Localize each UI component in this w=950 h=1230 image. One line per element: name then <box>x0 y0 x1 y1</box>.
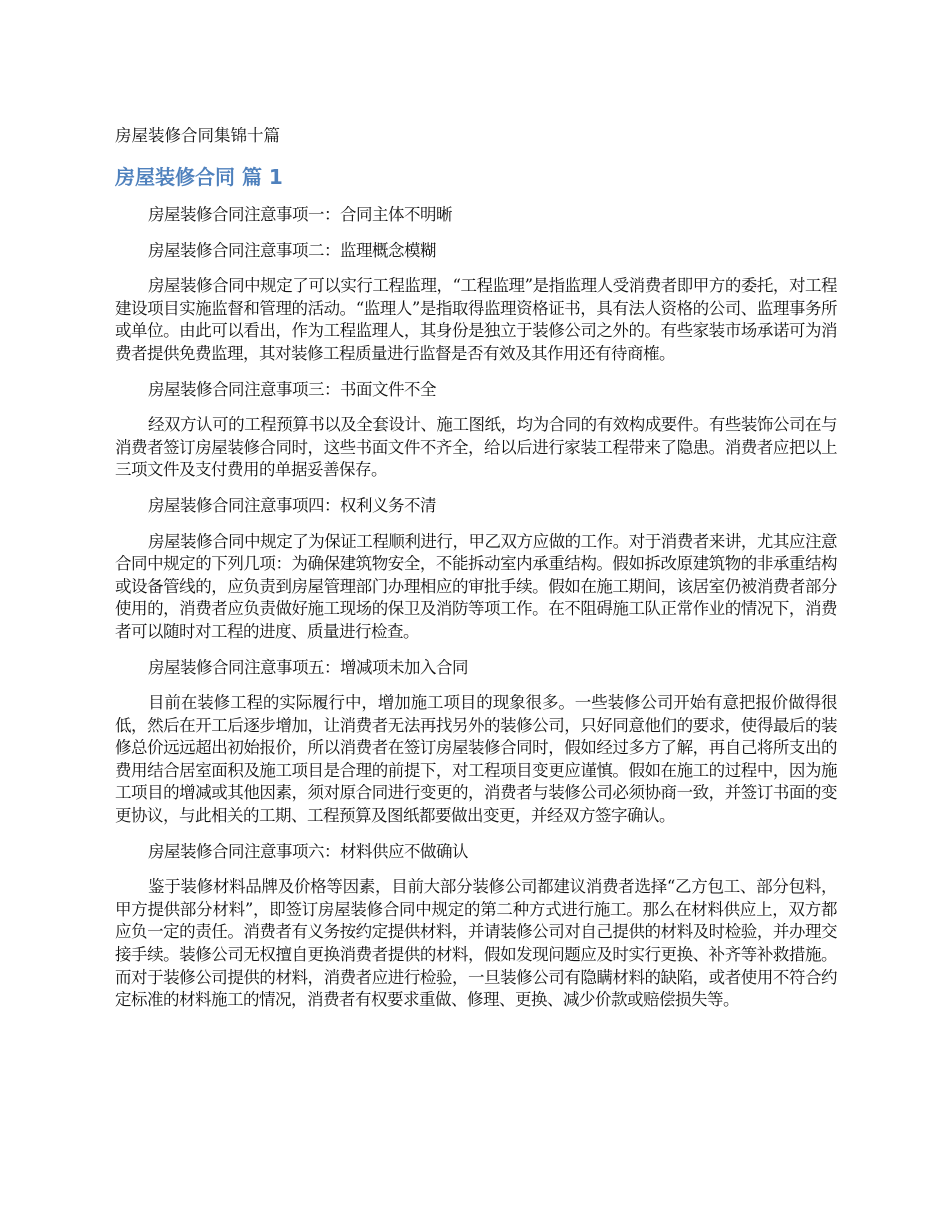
paragraph-3: 房屋装修合同中规定了可以实行工程监理，“工程监理”是指监理人受消费者即甲方的委托，对工程建设项目实施监督和管理的活动。“监理人”是指取得监理资格证书，具有法人资格的公司、监理事务所或单位。由此可以看出，作为工程监理人，其身份是独立于装修公司之外的。有些家装市场承诺可为消费者提供免费监理，其对装修工程质量进行监督是否有效及其作用还有待商榷。 <box>115 276 837 363</box>
section-heading: 房屋装修合同 篇 1 <box>115 165 283 189</box>
paragraph-9: 目前在装修工程的实际履行中，增加施工项目的现象很多。一些装修公司开始有意把报价做得很低，然后在开工后逐步增加，让消费者无法再找另外的装修公司，只好同意他们的要求，使得最后的装修总价远远超出初始报价，所以消费者在签订房屋装修合同时，假如经过多方了解，再自己将所支出的费用结合居室面积及施工项目是合理的前提下，对工程项目变更应谨慎。假如在施工的过程中，因为施工项目的增减或其他因素，须对原合同进行变更的，消费者与装修公司必须协商一致，并签订书面的变更协议，与此相关的工期、工程预算及图纸都要做出变更，并经双方签字确认。 <box>115 693 837 826</box>
paragraph-4: 房屋装修合同注意事项三：书面文件不全 <box>148 379 436 399</box>
paragraph-5: 经双方认可的工程预算书以及全套设计、施工图纸，均为合同的有效构成要件。有些装饰公司在与消费者签订房屋装修合同时，这些书面文件不齐全，给以后进行家装工程带来了隐患。消费者应把以上三项文件及支付费用的单据妥善保存。 <box>115 415 837 480</box>
paragraph-7: 房屋装修合同中规定了为保证工程顺利进行，甲乙双方应做的工作。对于消费者来讲，尤其应注意合同中规定的下列几项：为确保建筑物安全，不能拆动室内承重结构。假如拆改原建筑物的非承重结构或设备管线的，应负责到房屋管理部门办理相应的审批手续。假如在施工期间，该居室仍被消费者部分使用的，消费者应负责做好施工现场的保卫及消防等项工作。在不阻碍施工队正常作业的情况下，消费者可以随时对工程的进度、质量进行检查。 <box>115 531 837 641</box>
document-body <box>115 124 837 1012</box>
paragraph-6: 房屋装修合同注意事项四：权利义务不清 <box>148 495 436 515</box>
paragraph-11: 鉴于装修材料品牌及价格等因素，目前大部分装修公司都建议消费者选择“乙方包工、部分包料，甲方提供部分材料”，即签订房屋装修合同中规定的第二种方式进行施工。那么在材料供应上，双方都应负一定的责任。消费者有义务按约定提供材料，并请装修公司对自己提供的材料及时检验，并办理交接手续。装修公司无权擅自更换消费者提供的材料，假如发现问题应及时实行更换、补齐等补救措施。而对于装修公司提供的材料，消费者应进行检验，一旦装修公司有隐瞒材料的缺陷，或者使用不符合约定标准的材料施工的情况，消费者有权要求重做、修理、更换、减少价款或赔偿损失等。 <box>115 877 837 1010</box>
paragraph-2: 房屋装修合同注意事项二：监理概念模糊 <box>148 240 436 260</box>
document-title: 房屋装修合同集锦十篇 <box>115 126 280 145</box>
paragraph-8: 房屋装修合同注意事项五：增减项未加入合同 <box>148 657 468 677</box>
paragraph-1: 房屋装修合同注意事项一：合同主体不明晰 <box>148 205 452 224</box>
paragraph-10: 房屋装修合同注意事项六：材料供应不做确认 <box>148 841 468 861</box>
